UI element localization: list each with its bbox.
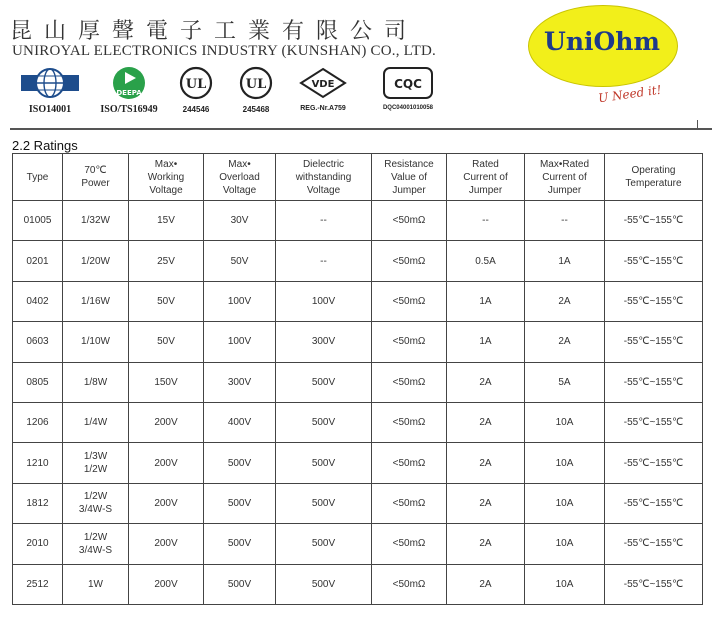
column-header	[204, 154, 276, 201]
table-cell-text: 50V	[157, 336, 175, 348]
table-cell	[447, 564, 525, 604]
logo-slogan: U Need it!	[597, 82, 663, 106]
table-cell	[204, 402, 276, 442]
table-cell-text: 10A	[555, 457, 574, 469]
table-cell	[605, 443, 703, 483]
column-header-text: Current of	[542, 171, 587, 183]
table-cell-text: 1/2W	[83, 464, 108, 476]
column-header-text: Max•	[154, 158, 178, 170]
table-cell-text: 2512	[26, 578, 49, 590]
table-cell	[447, 241, 525, 281]
table-cell	[605, 564, 703, 604]
table-cell	[447, 524, 525, 564]
table-cell-text: -55℃~155℃	[623, 215, 684, 227]
table-cell	[13, 483, 63, 523]
table-cell	[372, 443, 447, 483]
uniohm-logo	[528, 5, 678, 133]
table-cell	[372, 201, 447, 241]
table-cell-text: 25V	[157, 255, 175, 267]
table-cell	[13, 564, 63, 604]
table-cell	[129, 524, 204, 564]
table-cell-text: 1/4W	[83, 417, 108, 429]
column-header	[276, 154, 372, 201]
column-header-text: Voltage	[306, 184, 341, 196]
table-cell-text: 1/3W	[83, 451, 108, 463]
table-cell-text: 500V	[311, 457, 336, 469]
table-cell-text: 500V	[311, 497, 336, 509]
table-cell	[372, 402, 447, 442]
table-cell-text: 2A	[479, 497, 492, 509]
table-cell-text: -55℃~155℃	[623, 457, 684, 469]
cert-label: 245468	[242, 105, 270, 114]
table-cell-text: 30V	[230, 215, 249, 227]
cert-cqc	[362, 66, 454, 111]
table-cell	[525, 443, 605, 483]
table-cell	[447, 362, 525, 402]
table-cell	[13, 402, 63, 442]
iso-globe-icon	[19, 66, 81, 100]
table-cell-text: 500V	[227, 538, 252, 550]
table-cell	[204, 362, 276, 402]
table-cell	[129, 201, 204, 241]
table-cell-text: 500V	[227, 578, 252, 590]
table-cell-text: 100V	[227, 295, 252, 307]
header-divider-tick	[697, 120, 698, 130]
cert-ul-244546	[170, 66, 222, 114]
table-cell	[525, 241, 605, 281]
table-cell	[447, 483, 525, 523]
column-header-text: Voltage	[222, 184, 257, 196]
column-header-text: Resistance	[384, 158, 434, 170]
table-cell	[605, 524, 703, 564]
table-cell	[276, 402, 372, 442]
table-cell-text: -55℃~155℃	[623, 255, 684, 267]
table-cell-text: --	[320, 255, 327, 267]
table-cell-text: 3/4W-S	[78, 544, 113, 556]
table-cell	[525, 564, 605, 604]
table-cell	[372, 362, 447, 402]
table-cell-text: 2A	[558, 295, 571, 307]
ul-icon	[239, 66, 273, 100]
table-cell-text: -55℃~155℃	[623, 295, 684, 307]
table-cell-text: 2010	[26, 538, 49, 550]
table-cell	[63, 483, 129, 523]
cert-label: ISO/TS16949	[100, 104, 158, 115]
column-header-text: Working	[147, 171, 185, 183]
table-cell	[525, 281, 605, 321]
table-cell	[372, 281, 447, 321]
table-row	[13, 402, 703, 442]
table-cell-text: 2A	[479, 538, 492, 550]
table-cell	[276, 362, 372, 402]
table-cell-text: <50mΩ	[392, 417, 426, 429]
table-cell-text: 500V	[311, 578, 336, 590]
cert-mark-text: UL	[245, 77, 267, 92]
table-cell-text: 500V	[311, 376, 336, 388]
vde-icon	[298, 66, 348, 100]
table-cell-text: 500V	[311, 538, 336, 550]
table-cell-text: 0201	[26, 255, 49, 267]
table-cell	[63, 402, 129, 442]
table-cell-text: 150V	[154, 376, 178, 388]
column-header-text: Jumper	[468, 184, 503, 196]
table-cell-text: <50mΩ	[392, 538, 426, 550]
table-cell	[276, 201, 372, 241]
table-cell	[276, 564, 372, 604]
table-cell	[129, 564, 204, 604]
table-cell	[204, 241, 276, 281]
column-header	[63, 154, 129, 201]
table-cell	[447, 322, 525, 362]
table-cell-text: --	[561, 215, 568, 227]
column-header-text: Voltage	[149, 184, 183, 196]
deepa-icon	[109, 66, 149, 100]
table-cell	[13, 201, 63, 241]
table-row	[13, 524, 703, 564]
certification-logos	[12, 66, 472, 122]
logo-text: UniOhm	[544, 27, 660, 56]
table-cell-text: 1/16W	[81, 295, 110, 307]
company-name-english: UNIROYAL ELECTRONICS INDUSTRY (KUNSHAN) CO., LTD.	[12, 43, 436, 59]
table-cell-text: 2A	[479, 578, 492, 590]
table-cell	[525, 524, 605, 564]
ratings-table	[12, 153, 703, 605]
table-row	[13, 483, 703, 523]
table-cell-text: 200V	[154, 497, 178, 509]
table-cell	[129, 362, 204, 402]
table-cell	[372, 241, 447, 281]
table-cell-text: 2A	[479, 457, 492, 469]
table-cell	[129, 443, 204, 483]
table-cell-text: 10A	[555, 497, 574, 509]
table-cell-text: <50mΩ	[392, 255, 426, 267]
table-cell-text: 01005	[23, 215, 52, 227]
table-cell	[372, 322, 447, 362]
table-cell-text: 0603	[26, 336, 49, 348]
column-header-text: withstanding	[295, 171, 352, 183]
table-cell	[605, 201, 703, 241]
table-cell-text: 1A	[479, 295, 492, 307]
table-cell-text: 500V	[227, 457, 252, 469]
table-cell-text: 10A	[555, 417, 574, 429]
cert-mark-text: DEEPA	[116, 89, 142, 97]
table-cell	[447, 281, 525, 321]
table-cell	[129, 322, 204, 362]
table-cell	[63, 443, 129, 483]
cert-ul-245468	[230, 66, 282, 114]
table-cell	[63, 201, 129, 241]
column-header-text: Dielectric	[302, 158, 345, 170]
column-header	[129, 154, 204, 201]
table-cell	[525, 402, 605, 442]
table-cell	[204, 524, 276, 564]
table-cell	[13, 241, 63, 281]
table-cell-text: 0805	[26, 376, 49, 388]
table-cell-text: 50V	[230, 255, 249, 267]
table-cell-text: 100V	[311, 295, 336, 307]
table-row	[13, 241, 703, 281]
table-row	[13, 201, 703, 241]
column-header	[447, 154, 525, 201]
table-cell	[525, 483, 605, 523]
table-body	[13, 201, 703, 605]
table-cell	[605, 241, 703, 281]
table-cell	[204, 322, 276, 362]
table-cell	[63, 322, 129, 362]
column-header	[525, 154, 605, 201]
table-cell	[129, 483, 204, 523]
table-cell	[372, 524, 447, 564]
table-row	[13, 443, 703, 483]
table-cell	[63, 564, 129, 604]
cert-vde	[288, 66, 358, 112]
cert-label: 244546	[182, 105, 210, 114]
table-cell	[372, 564, 447, 604]
table-header-row	[13, 154, 703, 201]
table-cell-text: 1/8W	[83, 376, 108, 388]
table-cell	[63, 362, 129, 402]
table-cell	[204, 201, 276, 241]
column-header	[372, 154, 447, 201]
table-cell-text: <50mΩ	[392, 295, 426, 307]
table-cell-text: <50mΩ	[392, 376, 426, 388]
table-cell-text: 1812	[26, 497, 49, 509]
table-cell	[129, 281, 204, 321]
column-header-text: Power	[81, 178, 110, 189]
table-cell	[204, 564, 276, 604]
table-cell-text: 1/20W	[81, 255, 110, 267]
section-title: 2.2 Ratings	[12, 138, 78, 153]
column-header-text: Max•Rated	[539, 158, 590, 170]
table-cell-text: 0.5A	[475, 255, 496, 267]
table-cell-text: 400V	[227, 417, 252, 429]
table-cell-text: 1A	[479, 336, 492, 348]
cert-mark-text: CQC	[394, 77, 422, 91]
table-cell-text: 1/10W	[81, 336, 110, 348]
table-cell	[63, 524, 129, 564]
table-row	[13, 362, 703, 402]
table-cell-text: 1A	[558, 255, 571, 267]
table-cell	[204, 483, 276, 523]
table-cell	[13, 524, 63, 564]
table-cell	[605, 362, 703, 402]
table-cell-text: 300V	[311, 336, 336, 348]
cert-iso14001	[12, 66, 88, 115]
table-cell-text: 300V	[227, 376, 252, 388]
table-cell-text: <50mΩ	[392, 457, 426, 469]
table-cell-text: -55℃~155℃	[623, 417, 684, 429]
table-cell-text: -55℃~155℃	[623, 538, 684, 550]
column-header-text: Value of	[391, 171, 427, 183]
table-cell-text: 1/2W	[83, 491, 108, 503]
table-cell	[63, 281, 129, 321]
column-header-text: Jumper	[392, 184, 426, 196]
table-cell-text: 200V	[154, 417, 178, 429]
table-cell	[276, 322, 372, 362]
table-cell	[13, 322, 63, 362]
column-header-text: Jumper	[547, 184, 582, 196]
table-cell-text: 15V	[157, 215, 175, 227]
table-cell-text: --	[320, 215, 327, 227]
table-cell	[372, 483, 447, 523]
company-name-chinese: 昆山厚聲電子工業有限公司	[10, 19, 419, 44]
table-cell	[447, 402, 525, 442]
table-cell	[447, 443, 525, 483]
table-cell	[447, 201, 525, 241]
table-cell	[276, 443, 372, 483]
cert-iso-ts16949	[90, 66, 168, 115]
table-cell	[129, 241, 204, 281]
column-header-text: 70℃	[84, 165, 107, 176]
table-row	[13, 564, 703, 604]
cqc-icon	[382, 66, 434, 100]
table-cell-text: <50mΩ	[392, 215, 426, 227]
table-cell-text: <50mΩ	[392, 497, 426, 509]
cert-mark-text: UL	[185, 77, 207, 92]
table-cell	[605, 483, 703, 523]
table-cell-text: 1W	[88, 578, 103, 590]
cert-label: DQC04001010058	[382, 105, 434, 111]
table-cell	[525, 322, 605, 362]
table-cell	[525, 362, 605, 402]
column-header-text: Current of	[463, 171, 508, 183]
cert-mark-text: VDE	[311, 79, 335, 90]
column-header-text: Operating	[631, 165, 676, 176]
table-cell-text: 500V	[311, 417, 336, 429]
table-cell-text: 5A	[558, 376, 571, 388]
column-header-text: Max•	[228, 158, 251, 170]
column-header	[13, 154, 63, 201]
table-cell	[276, 281, 372, 321]
table-cell	[13, 443, 63, 483]
table-cell-text: 500V	[227, 497, 252, 509]
table-cell-text: 10A	[555, 578, 574, 590]
table-cell-text: 50V	[157, 295, 175, 307]
table-cell	[204, 443, 276, 483]
column-header-text: Rated	[472, 158, 499, 170]
table-cell	[13, 281, 63, 321]
table-cell-text: -55℃~155℃	[623, 376, 684, 388]
table-cell	[605, 281, 703, 321]
table-row	[13, 281, 703, 321]
table-cell	[276, 241, 372, 281]
table-cell-text: 2A	[479, 417, 492, 429]
table-cell-text: 200V	[154, 538, 178, 550]
table-row	[13, 322, 703, 362]
table-cell-text: <50mΩ	[392, 336, 426, 348]
table-cell-text: 1210	[26, 457, 49, 469]
table-cell	[276, 483, 372, 523]
table-cell-text: 200V	[154, 457, 178, 469]
cert-label: ISO14001	[28, 104, 72, 115]
table-cell	[276, 524, 372, 564]
table-cell-text: 100V	[227, 336, 252, 348]
table-cell	[605, 402, 703, 442]
table-cell-text: 3/4W-S	[78, 504, 113, 516]
table-cell	[13, 362, 63, 402]
table-cell-text: 2A	[479, 376, 492, 388]
header-divider	[10, 128, 712, 130]
table-cell-text: 1206	[26, 417, 49, 429]
table-cell-text: 2A	[558, 336, 571, 348]
table-cell-text: 1/2W	[83, 531, 108, 543]
column-header-text: Overload	[219, 171, 260, 183]
table-cell	[525, 201, 605, 241]
table-cell-text: -55℃~155℃	[623, 336, 684, 348]
ul-icon	[179, 66, 213, 100]
table-cell-text: 10A	[555, 538, 574, 550]
table-cell-text: -55℃~155℃	[623, 497, 684, 509]
column-header	[605, 154, 703, 201]
table-cell	[129, 402, 204, 442]
table-cell	[605, 322, 703, 362]
column-header-text: Temperature	[625, 178, 682, 189]
table-cell-text: 0402	[26, 295, 49, 307]
table-cell-text: 1/32W	[81, 215, 110, 227]
table-cell-text: 200V	[154, 578, 178, 590]
cert-label: REG.-Nr.A759	[300, 105, 346, 112]
table-cell-text: -55℃~155℃	[623, 578, 684, 590]
table-cell	[204, 281, 276, 321]
column-header-text: Type	[26, 171, 49, 183]
table-cell-text: <50mΩ	[392, 578, 426, 590]
table-cell	[63, 241, 129, 281]
table-cell-text: --	[482, 215, 489, 227]
